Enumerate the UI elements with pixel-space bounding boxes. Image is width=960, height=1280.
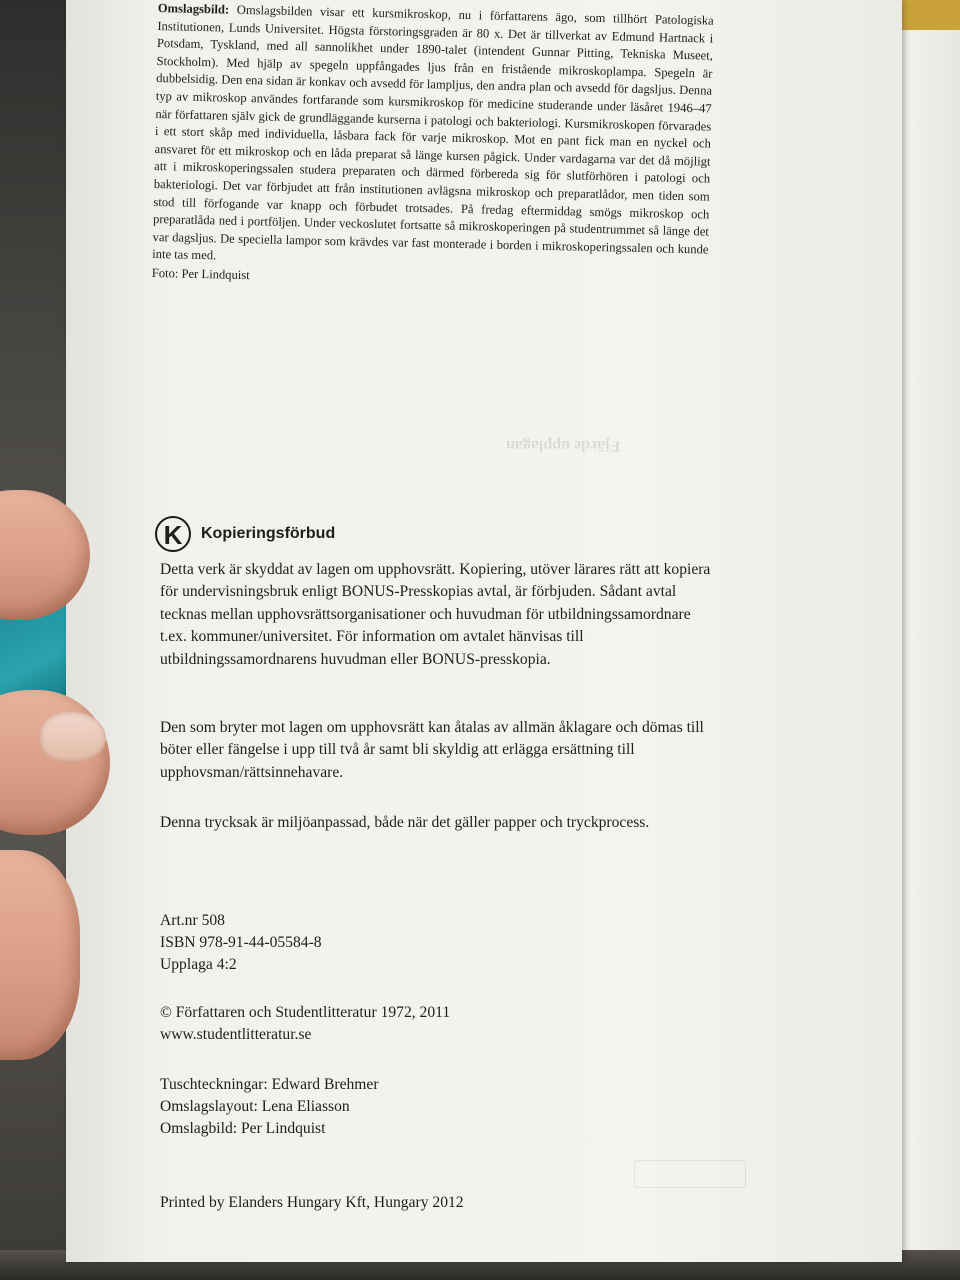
copyright-paragraph-2: Den som bryter mot lagen om upphovsrätt kan åtalas av allmän åklagare och dömas till böter eller fängelse i upp till två år samt bli skyldig att erlägga ersättning till upphovsman/rättsinnehavare.	[160, 719, 704, 781]
isbn: ISBN 978-91-44-05584-8	[160, 934, 322, 951]
printer-info: Printed by Elanders Hungary Kft, Hungary 2012	[160, 1194, 464, 1211]
edition-info	[160, 910, 720, 976]
kopieringsforbud-title: Kopieringsförbud	[201, 525, 336, 542]
article-number: Art.nr 508	[160, 912, 225, 929]
book-page	[66, 0, 902, 1262]
caption-body: Omslagsbilden visar ett kursmikroskop, nu i författarens ägo, som tillhört Patologiska Institutionen, Lunds Universitet. Högsta förstoringsgraden är 80 x. Det är tillverkat av Edmund Hartnack i Potsdam, Tyskland, med all sannolikhet under 1890-talet (intendent Gunnar Pitting, Tekniska Museet, Stockholm). Med hjälp av spegeln uppfångades ljus från en fristående mikroskoplampa. Spegeln är dubbelsidig. Den ena sidan är konkav och avsedd för lampljus, den andra plan och avsedd för dagsljus. Denna typ av mikroskop användes fortfarande som kursmikroskop för medicine studerande under läsåret 1946–47 när författaren själv gick de grundläggande kurserna i patologi och bakteriologi. Kursmikroskopen förvarades i ett stort skåp med individuella, låsbara fack för varje mikroskop. Mot en pant fick man en nyckel och ansvaret för ett mikroskop och en låda preparat så länge kursen pågick. Under vardagarna var det då möjligt att i mikroskoperingssalen studera preparaten och därmed förbereda sig för slutförhören i patologi och bakteriologi. Det var förbjudet att från institutionen avlägsna mikroskop och preparatlådor, men tiden som stod till förfogande var knapp och förbudet trotsades. På fredag eftermiddag smögs mikroskop och preparatlåda ned i portföljen. Under veckoslutet fortsatte så mikroskoperingen på studentrummet så länge det var dagsljus. De speciella lampor som krävdes var fast monterade i borden i mikroskoperingssalen och kunde inte tas med.	[152, 2, 714, 263]
kopieringsforbud-heading	[155, 516, 335, 552]
bleed-through-logo	[634, 1160, 746, 1188]
fingernail	[40, 712, 106, 762]
copyright-paragraph-1: Detta verk är skyddat av lagen om upphovsrätt. Kopiering, utöver lärares rätt att kopiera för undervisningsbruk enligt BONUS-Presskopias avtal, är förbjuden. Sådant avtal tecknas mellan upphovsrättsorganisationer och huvudman för utbildningssamordnare t.ex. kommuner/universitet. För information om avtalet hänvisas till utbildningssamordnarens huvudman eller BONUS-presskopia.	[160, 561, 711, 668]
photo-credit: Foto: Per Lindquist	[151, 265, 250, 283]
layout-credit: Omslagslayout: Lena Eliasson	[160, 1098, 350, 1115]
copyright-info	[160, 1002, 720, 1046]
edition: Upplaga 4:2	[160, 956, 237, 973]
caption-label: Omslagsbild:	[157, 0, 230, 17]
copyright-line: © Författaren och Studentlitteratur 1972, 2011	[160, 1004, 451, 1021]
publisher-url: www.studentlitteratur.se	[160, 1026, 312, 1043]
environment-paragraph: Denna trycksak är miljöanpassad, både när det gäller papper och tryckprocess.	[160, 814, 650, 831]
illustrations-credit: Tuschteckningar: Edward Brehmer	[160, 1076, 379, 1093]
cover-caption	[152, 0, 714, 295]
cover-photo-credit: Omslagbild: Per Lindquist	[160, 1120, 326, 1137]
bleed-through-text: Fjärde upplagan	[506, 437, 621, 454]
k-logo-icon: K	[155, 516, 191, 552]
credits	[160, 1074, 720, 1140]
